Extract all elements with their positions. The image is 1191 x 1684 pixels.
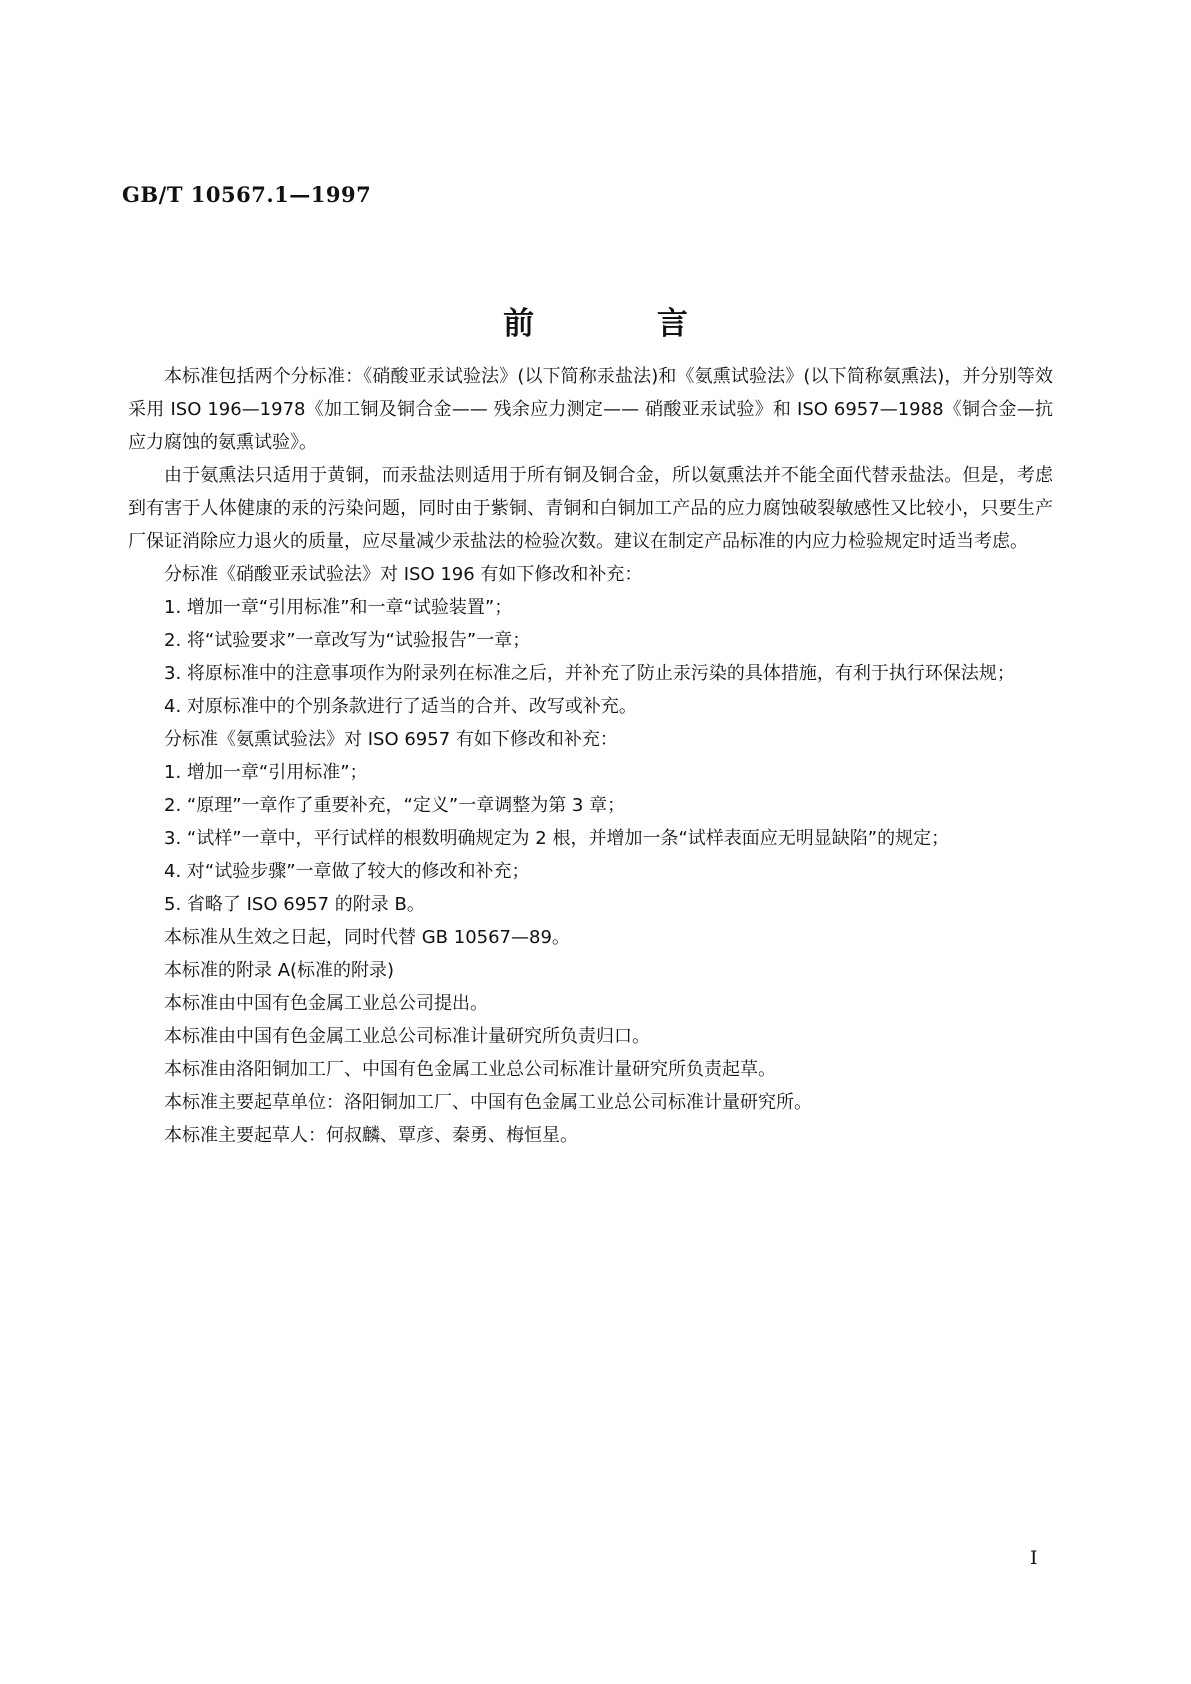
list-item: 2. 将“试验要求”一章改写为“试验报告”一章； [164, 630, 531, 651]
list-item: 4. 对“试验步骤”一章做了较大的修改和补充； [164, 861, 530, 882]
paragraph-ammonia-changes-intro: 分标准《氨熏试验法》对 ISO 6957 有如下修改和补充： [164, 729, 618, 750]
paragraph-rationale: 由于氨熏法只适用于黄铜，而汞盐法则适用于所有铜及铜合金，所以氨熏法并不能全面代替汞盐法。但是，考虑到有害于人体健康的汞的污染问题，同时由于紫铜、青铜和白铜加工产品的应力腐蚀破裂敏感性又比较小，只要生产厂保证消除应力退火的质量，应尽量减少汞盐法的检验次数。建议在制定产品标准的内应力检验规定时适当考虑。 [128, 465, 1053, 552]
paragraph-scope: 本标准包括两个分标准：《硝酸亚汞试验法》(以下简称汞盐法)和《氨熏试验法》(以下简称氨熏法)，并分别等效采用 ISO 196—1978《加工铜及铜合金—— 残余应力测定—— 硝酸亚汞试验》和 ISO 6957—1988《铜合金—抗应力腐蚀的氨熏试验》。 [128, 366, 1053, 453]
paragraph-proposed-by: 本标准由中国有色金属工业总公司提出。 [164, 993, 488, 1014]
standard-code: GB/T 10567.1—1997 [122, 182, 372, 207]
list-item: 1. 增加一章“引用标准”； [164, 762, 368, 783]
paragraph-mercury-changes-intro: 分标准《硝酸亚汞试验法》对 ISO 196 有如下修改和补充： [164, 564, 643, 585]
foreword-body [128, 360, 1053, 1152]
paragraph-drafting-units: 本标准主要起草单位：洛阳铜加工厂、中国有色金属工业总公司标准计量研究所。 [164, 1092, 812, 1113]
paragraph-drafted-by: 本标准由洛阳铜加工厂、中国有色金属工业总公司标准计量研究所负责起草。 [164, 1059, 776, 1080]
page-title: 前 言 [503, 306, 744, 342]
list-item: 3. “试样”一章中，平行试样的根数明确规定为 2 根，并增加一条“试样表面应无明显缺陷”的规定； [164, 828, 950, 849]
paragraph-annex: 本标准的附录 A(标准的附录) [164, 960, 395, 981]
list-item: 2. “原理”一章作了重要补充，“定义”一章调整为第 3 章； [164, 795, 626, 816]
list-item: 4. 对原标准中的个别条款进行了适当的合并、改写或补充。 [164, 696, 637, 717]
list-item: 3. 将原标准中的注意事项作为附录列在标准之后，并补充了防止汞污染的具体措施，有利于执行环保法规； [164, 663, 1015, 684]
page-number: I [1030, 1547, 1038, 1569]
list-item: 1. 增加一章“引用标准”和一章“试验装置”； [164, 597, 513, 618]
paragraph-drafters: 本标准主要起草人：何叔麟、覃彦、秦勇、梅恒星。 [164, 1125, 578, 1146]
list-item: 5. 省略了 ISO 6957 的附录 B。 [164, 894, 425, 915]
paragraph-replaces: 本标准从生效之日起，同时代替 GB 10567—89。 [164, 927, 570, 948]
paragraph-centralized-by: 本标准由中国有色金属工业总公司标准计量研究所负责归口。 [164, 1026, 650, 1047]
